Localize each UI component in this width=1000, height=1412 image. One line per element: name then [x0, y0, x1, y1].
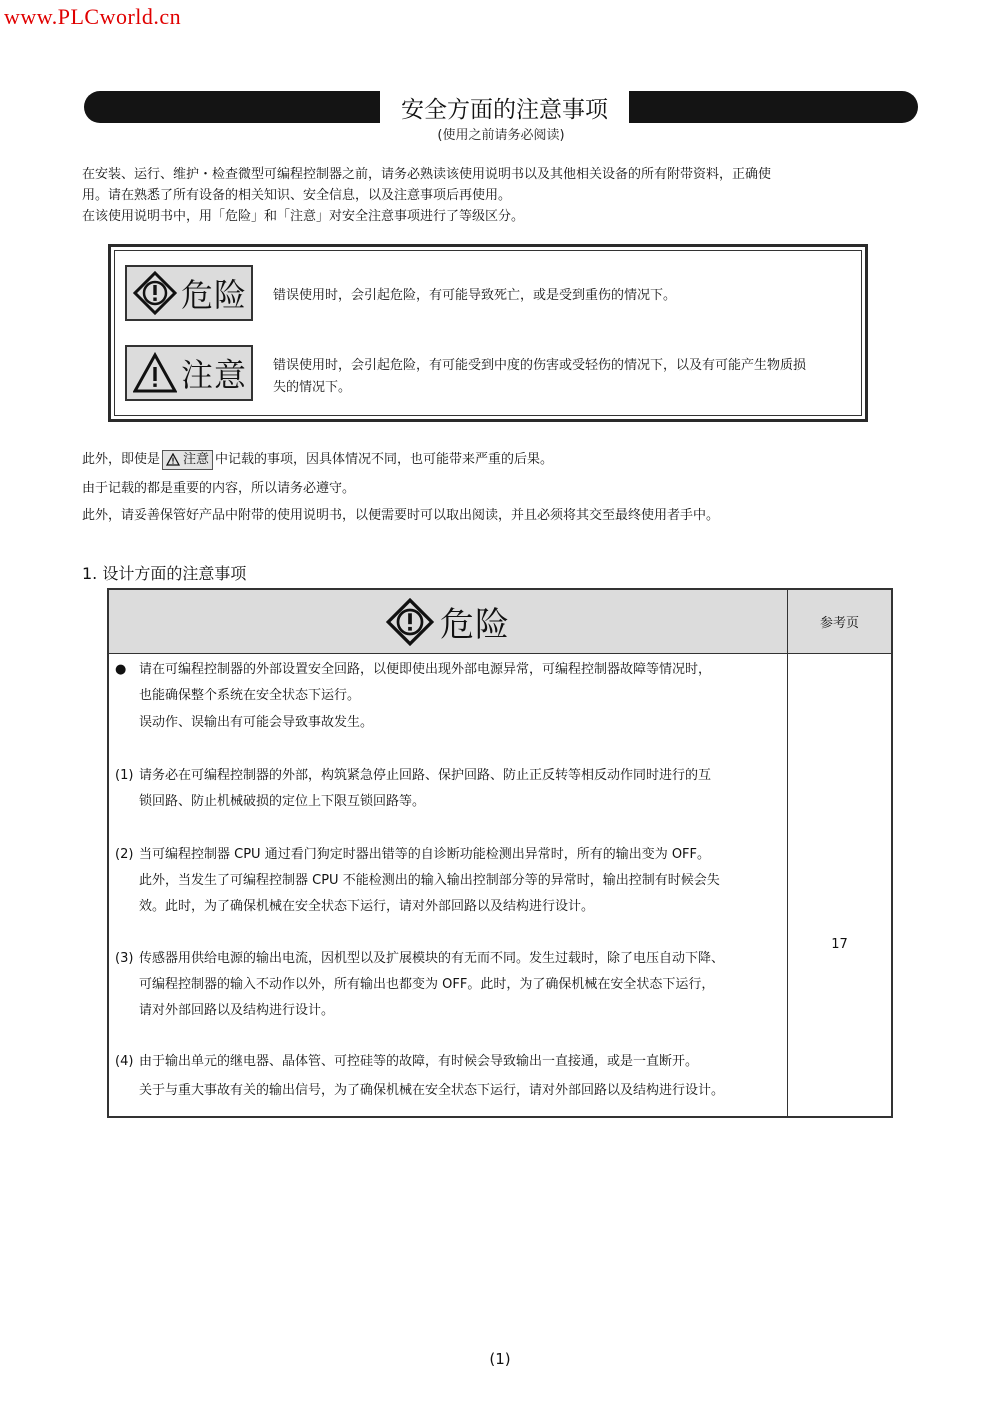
danger-badge [125, 265, 253, 321]
bullet-line-2: 也能确保整个系统在安全状态下运行。 [139, 688, 361, 703]
caution-description [273, 355, 869, 399]
danger-description: 错误使用时，会引起危险，有可能导致死亡，或是受到重伤的情况下。 [273, 288, 677, 303]
after-line-2: 由于记载的都是重要的内容，所以请务必遵守。 [82, 481, 356, 496]
list-item-4-line-1: 由于输出单元的继电器、晶体管、可控硅等的故障，有时候会导致输出一直接通，或是一直断开。 [139, 1054, 699, 1069]
list-marker: (2) [115, 847, 134, 862]
after-line-1 [82, 449, 912, 470]
page-title: 安全方面的注意事项 [382, 91, 627, 123]
reference-page-header: 参考页 [819, 616, 859, 631]
intro-line-3: 在该使用说明书中，用「危险」和「注意」对安全注意事项进行了等级区分。 [82, 209, 525, 224]
reference-page-value: 17 [831, 937, 848, 952]
title-bar-left-decoration [84, 91, 380, 123]
after-line-1-suffix: 中记载的事项，因具体情况不同，也可能带来严重的后果。 [215, 452, 554, 467]
list-marker: (4) [115, 1054, 134, 1069]
list-item-4-line-2: 关于与重大事故有关的输出信号，为了确保机械在安全状态下运行，请对外部回路以及结构进行设计。 [139, 1083, 725, 1098]
caution-description-line-2: 失的情况下。 [273, 380, 352, 395]
bullet-line-1: 请在可编程控制器的外部设置安全回路，以便即使出现外部电源异常，可编程控制器故障等情况时， [139, 662, 712, 677]
danger-table-header-main [109, 590, 788, 653]
list-item-1-line-1: 请务必在可编程控制器的外部，构筑紧急停止回路、保护回路、防止正反转等相反动作同时进行的互 [139, 768, 712, 783]
page-number: (1) [489, 1350, 511, 1368]
title-bar-right-decoration [629, 91, 918, 123]
page-subtitle: (使用之前请务必阅读) [437, 128, 565, 143]
inline-caution-label: 注意 [183, 452, 210, 467]
caution-badge-label: 注意 [181, 356, 248, 394]
list-item-2-line-2: 此外，当发生了可编程控制器 CPU 不能检测出的输入输出控制部分等的异常时，输出控制有时候会失 [139, 873, 720, 888]
notice-legend-inner [114, 250, 862, 416]
intro-line-1: 在安装、运行、维护・检查微型可编程控制器之前，请务必熟读该使用说明书以及其他相关设备的所有附带资料，正确使 [82, 167, 772, 182]
list-item-3-line-2: 可编程控制器的输入不动作以外，所有输出也都变为 OFF。此时，为了确保机械在安全状态下运行， [139, 977, 715, 992]
section-title: 1. 设计方面的注意事项 [82, 564, 247, 583]
list-marker: (3) [115, 951, 134, 966]
danger-diamond-icon [133, 271, 177, 315]
inline-caution-badge [162, 450, 213, 470]
after-line-1-prefix: 此外，即使是 [82, 452, 161, 467]
danger-badge-label: 危险 [181, 276, 248, 314]
after-line-3: 此外，请妥善保管好产品中附带的使用说明书，以便需要时可以取出阅读，并且必须将其交至最终使用者手中。 [82, 508, 720, 523]
reference-page-column [787, 653, 891, 1116]
list-item-3-line-3: 请对外部回路以及结构进行设计。 [139, 1003, 335, 1018]
bullet-line-3: 误动作、误输出有可能会导致事故发生。 [139, 715, 374, 730]
list-item-3-line-1: 传感器用供给电源的输出电流，因机型以及扩展模块的有无而不同。发生过载时，除了电压自动下降、 [139, 951, 725, 966]
list-item-2-line-3: 效。此时，为了确保机械在安全状态下运行，请对外部回路以及结构进行设计。 [139, 899, 595, 914]
inline-caution-triangle-icon [166, 453, 180, 466]
danger-table-header [109, 590, 891, 654]
caution-description-line-1: 错误使用时，会引起危险，有可能受到中度的伤害或受轻伤的情况下，以及有可能产生物质损 [273, 358, 807, 373]
list-marker: (1) [115, 768, 134, 783]
danger-diamond-icon [386, 598, 434, 646]
site-link[interactable]: www.PLCworld.cn [4, 4, 182, 29]
danger-table [107, 588, 893, 1118]
danger-table-header-label: 危险 [440, 605, 510, 645]
list-item-2-line-1: 当可编程控制器 CPU 通过看门狗定时器出错等的自诊断功能检测出异常时，所有的输出变为 OFF。 [139, 847, 711, 862]
caution-badge [125, 345, 253, 401]
bullet-marker: ● [115, 662, 127, 677]
notice-legend-frame [108, 244, 868, 422]
caution-triangle-icon [133, 352, 177, 394]
list-item-1-line-2: 锁回路、防止机械破损的定位上下限互锁回路等。 [139, 794, 426, 809]
title-bar [84, 91, 918, 123]
intro-line-2: 用。请在熟悉了所有设备的相关知识、安全信息，以及注意事项后再使用。 [82, 188, 512, 203]
